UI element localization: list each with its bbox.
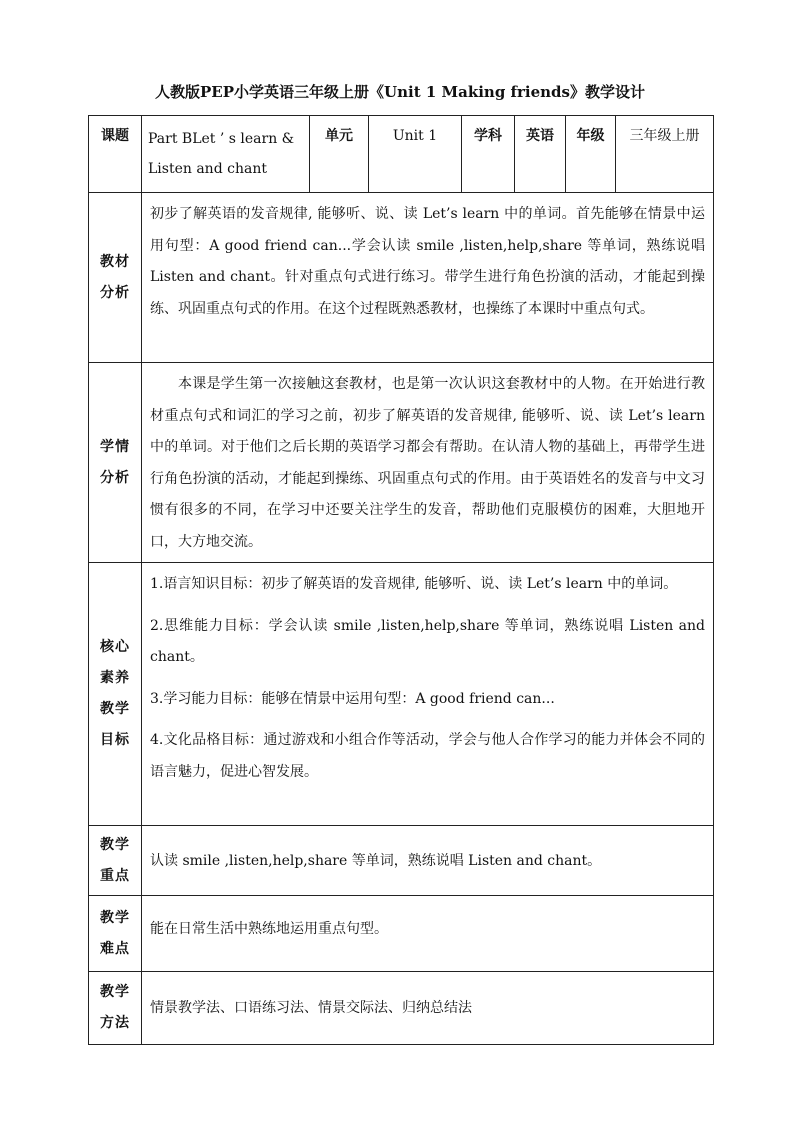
difficulties-label-line2: 难点 — [100, 940, 130, 957]
learner-analysis-label — [89, 363, 142, 563]
difficulties-label-line1: 教学 — [100, 909, 130, 926]
lesson-plan-table — [88, 115, 714, 1045]
course-value: Part BLet ’ s learn & Listen and chant — [142, 116, 310, 193]
material-label-line2: 分析 — [100, 284, 130, 301]
goal-item: 1.语言知识目标：初步了解英语的发音规律, 能够听、说、读 Let’s learn 中的单词。 — [150, 576, 678, 592]
goals-label — [89, 563, 142, 826]
goals-content — [142, 563, 714, 826]
unit-value: Unit 1 — [369, 116, 462, 193]
grade-label: 年级 — [566, 116, 616, 193]
key-points-text: 认读 smile ,listen,help,share 等单词，熟练说唱 Listen and chant。 — [142, 826, 714, 896]
unit-label: 单元 — [310, 116, 369, 193]
header-row — [89, 116, 714, 193]
methods-label-line2: 方法 — [100, 1015, 130, 1031]
subject-value: 英语 — [515, 116, 566, 193]
material-analysis-text: 初步了解英语的发音规律, 能够听、说、读 Let’s learn 中的单词。首先能够在情景中运用句型：A good friend can...学会认读 smile ,listen,help,share 等单词，熟练说唱 Listen and chant。针对重点句式进行练习。带学生进行角色扮演的活动，才能起到操练、巩固重点句式的作用。在这个过程既熟悉教材，也操练了本课时中重点句式。 — [142, 193, 714, 363]
goals-label-line2: 素养 — [100, 670, 130, 686]
material-label-line1: 教材 — [100, 253, 130, 270]
subject-label: 学科 — [462, 116, 515, 193]
learner-label-line1: 学情 — [100, 438, 130, 455]
goals-label-line3: 教学 — [100, 701, 130, 717]
key-points-label-line2: 重点 — [100, 867, 130, 884]
methods-row — [89, 972, 714, 1045]
learner-label-line2: 分析 — [100, 469, 130, 486]
material-analysis-label — [89, 193, 142, 363]
difficulties-text: 能在日常生活中熟练地运用重点句型。 — [142, 896, 714, 972]
goal-item: 4.文化品格目标：通过游戏和小组合作等活动，学会与他人合作学习的能力并体会不同的语言魅力，促进心智发展。 — [150, 732, 705, 780]
key-points-row — [89, 826, 714, 896]
key-points-label-line1: 教学 — [100, 836, 130, 853]
document-title: 人教版PEP小学英语三年级上册《Unit 1 Making friends》教学设计 — [155, 83, 645, 101]
learner-analysis-row — [89, 363, 714, 563]
grade-value: 三年级上册 — [616, 116, 714, 193]
methods-label — [89, 972, 142, 1045]
learner-analysis-text: 本课是学生第一次接触这套教材，也是第一次认识这套教材中的人物。在开始进行教材重点句式和词汇的学习之前，初步了解英语的发音规律, 能够听、说、读 Let’s learn 中的单词。对于他们之后长期的英语学习都会有帮助。在认清人物的基础上，再带学生进行角色扮演的活动，才能起到操练、巩固重点句式的作用。由于英语姓名的发音与中文习惯有很多的不同，在学习中还要关注学生的发音，帮助他们克服模仿的困难，大胆地开口，大方地交流。 — [142, 363, 714, 563]
goals-row — [89, 563, 714, 826]
difficulties-row — [89, 896, 714, 972]
material-analysis-row — [89, 193, 714, 363]
goal-item: 2.思维能力目标：学会认读 smile ,listen,help,share 等单词，熟练说唱 Listen and chant。 — [150, 617, 705, 665]
goals-label-line1: 核心 — [100, 639, 130, 655]
methods-label-line1: 教学 — [100, 984, 130, 1000]
course-label: 课题 — [89, 116, 142, 193]
goal-item: 3.学习能力目标：能够在情景中运用句型：A good friend can... — [150, 690, 555, 707]
key-points-label — [89, 826, 142, 896]
methods-text: 情景教学法、口语练习法、情景交际法、归纳总结法 — [142, 972, 714, 1045]
goals-label-line4: 目标 — [100, 732, 130, 748]
difficulties-label — [89, 896, 142, 972]
